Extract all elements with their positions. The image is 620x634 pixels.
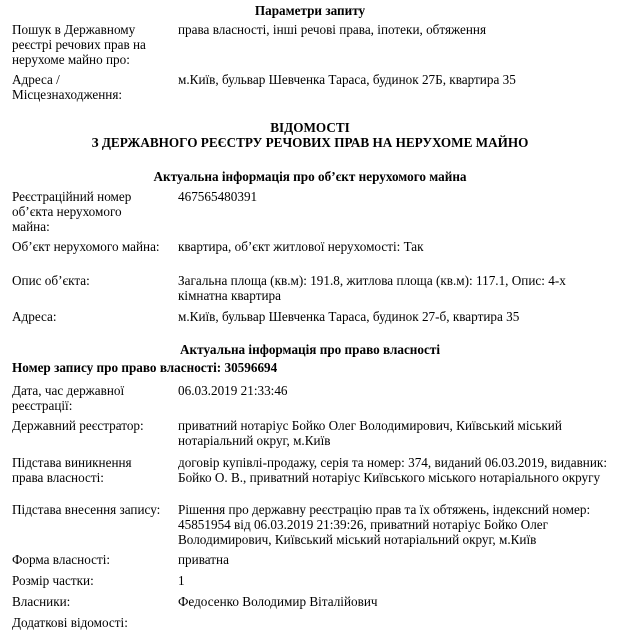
ownership-registrar-value: приватний нотаріус Бойко Олег Володимирович, Київський міський нотаріальний округ, м.Київ xyxy=(178,418,562,448)
object-regnum-label: Реєстраційний номер об’єкта нерухомого майна: xyxy=(12,189,132,234)
ownership-form-label: Форма власності: xyxy=(12,552,111,567)
ownership-registrar-label: Державний реєстратор: xyxy=(12,418,144,433)
object-type-value: квартира, об’єкт житлової нерухомості: Так xyxy=(178,239,424,254)
ownership-heading: Актуальна інформація про право власності xyxy=(180,342,440,357)
object-regnum-value: 467565480391 xyxy=(178,189,258,204)
document-title-line1: ВІДОМОСТІ xyxy=(270,120,350,135)
ownership-owners-value: Федосенко Володимир Віталійович xyxy=(178,594,378,609)
ownership-owners-label: Власники: xyxy=(12,594,71,609)
query-address-value: м.Київ, бульвар Шевченка Тараса, будинок 27Б, квартира 35 xyxy=(178,72,516,87)
query-address-label: Адреса / Місцезнаходження: xyxy=(12,72,123,102)
ownership-basis-label: Підстава виникнення права власності: xyxy=(12,455,132,485)
query-heading: Параметри запиту xyxy=(254,3,366,18)
ownership-additional-label: Додаткові відомості: xyxy=(12,615,128,630)
ownership-form-value: приватна xyxy=(178,552,229,567)
object-type-label: Об’єкт нерухомого майна: xyxy=(12,239,160,254)
object-description-value: Загальна площа (кв.м): 191.8, житлова площа (кв.м): 117.1, Опис: 4-х кімнатна квартира xyxy=(178,273,566,303)
document-title-line2: З ДЕРЖАВНОГО РЕЄСТРУ РЕЧОВИХ ПРАВ НА НЕРУХОМЕ МАЙНО xyxy=(91,135,529,150)
object-description-label: Опис об’єкта: xyxy=(12,273,90,288)
object-heading: Актуальна інформація про об’єкт нерухомого майна xyxy=(153,169,467,184)
ownership-date-value: 06.03.2019 21:33:46 xyxy=(178,383,288,398)
query-search-label: Пошук в Державному реєстрі речових прав на нерухоме майно про: xyxy=(12,22,146,67)
ownership-basis-value: договір купівлі-продажу, серія та номер: 374, виданий 06.03.2019, видавник: Бойко О. В., приватний нотаріус Київського міського нотаріального округу xyxy=(178,455,607,485)
object-address-value: м.Київ, бульвар Шевченка Тараса, будинок 27-б, квартира 35 xyxy=(178,309,520,324)
ownership-share-label: Розмір частки: xyxy=(12,573,94,588)
object-address-label: Адреса: xyxy=(12,309,57,324)
ownership-date-label: Дата, час державної реєстрації: xyxy=(12,383,125,413)
ownership-entry-basis-value: Рішення про державну реєстрацію прав та їх обтяжень, індексний номер: 45851954 від 06.03.2019 21:39:26, приватний нотаріус Бойко Олег Володимирович, Київський міський нотаріальний округ, м.Київ xyxy=(178,502,591,547)
ownership-share-value: 1 xyxy=(178,573,185,588)
query-search-value: права власності, інші речові права, іпотеки, обтяження xyxy=(178,22,487,37)
ownership-entry-basis-label: Підстава внесення запису: xyxy=(12,502,161,517)
ownership-record-title: Номер запису про право власності: 30596694 xyxy=(12,360,278,375)
